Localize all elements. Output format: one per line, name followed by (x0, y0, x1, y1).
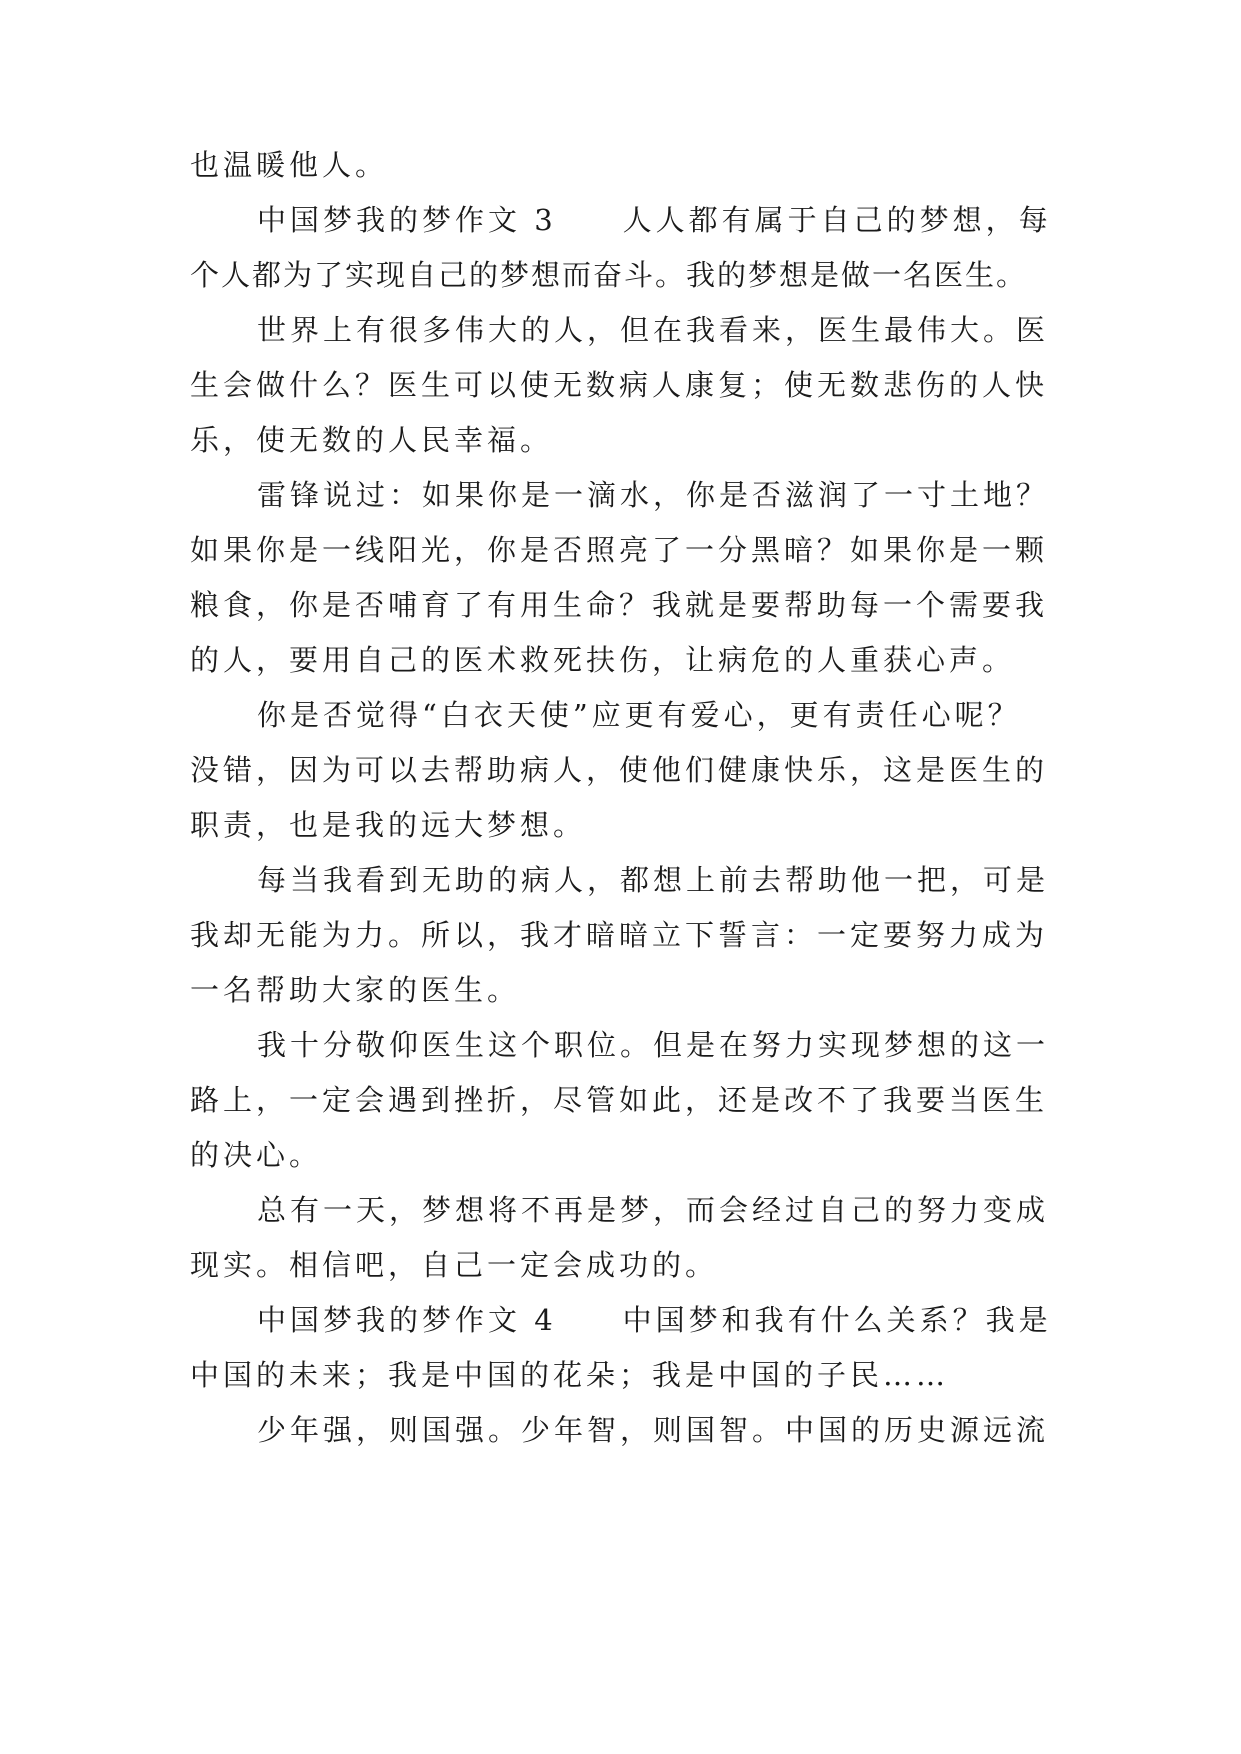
paragraph-start: 每当我看到无助的病人，都想上前去帮助他一把，可是 (257, 863, 1050, 897)
text-line: 生会做什么？医生可以使无数病人康复；使无数悲伤的人快 (190, 368, 1049, 402)
text-line: 路上，一定会遇到挫折，尽管如此，还是改不了我要当医生 (190, 1083, 1049, 1117)
paragraph-start: 雷锋说过：如果你是一滴水，你是否滋润了一寸土地？ (257, 478, 1050, 512)
text-line: 粮食，你是否哺育了有用生命？我就是要帮助每一个需要我 (190, 588, 1049, 622)
text-line: 如果你是一线阳光，你是否照亮了一分黑暗？如果你是一颗 (190, 533, 1049, 567)
text-line: 的决心。 (190, 1138, 323, 1172)
text-line: 没错，因为可以去帮助病人，使他们健康快乐，这是医生的 (190, 753, 1049, 787)
paragraph-start: 总有一天，梦想将不再是梦，而会经过自己的努力变成 (257, 1193, 1050, 1227)
text-line: 一名帮助大家的医生。 (190, 973, 521, 1007)
paragraph-start: 你是否觉得“白衣天使”应更有爱心，更有责任心呢？ (257, 698, 1021, 732)
paragraph-start: 少年强，则国强。少年智，则国智。中国的历史源远流 (257, 1413, 1050, 1447)
text-line: 的人，要用自己的医术救死扶伤，让病危的人重获心声。 (190, 643, 1016, 677)
text-line: 个人都为了实现自己的梦想而奋斗。我的梦想是做一名医生。 (190, 258, 1028, 292)
text-line: 也温暖他人。 (190, 148, 389, 182)
text-line: 职责，也是我的远大梦想。 (190, 808, 587, 842)
paragraph-start: 世界上有很多伟大的人，但在我看来，医生最伟大。医 (257, 313, 1050, 347)
essay-heading-line: 中国梦我的梦作文 3 人人都有属于自己的梦想，每 (257, 203, 1052, 237)
text-line: 乐，使无数的人民幸福。 (190, 423, 554, 457)
essay-heading-line: 中国梦我的梦作文 4 中国梦和我有什么关系？我是 (257, 1303, 1052, 1337)
paragraph-start: 我十分敬仰医生这个职位。但是在努力实现梦想的这一 (257, 1028, 1050, 1062)
text-line: 我却无能为力。所以，我才暗暗立下誓言：一定要努力成为 (190, 918, 1049, 952)
text-line: 中国的未来；我是中国的花朵；我是中国的子民…… (190, 1358, 950, 1392)
text-line: 现实。相信吧，自己一定会成功的。 (190, 1248, 719, 1282)
